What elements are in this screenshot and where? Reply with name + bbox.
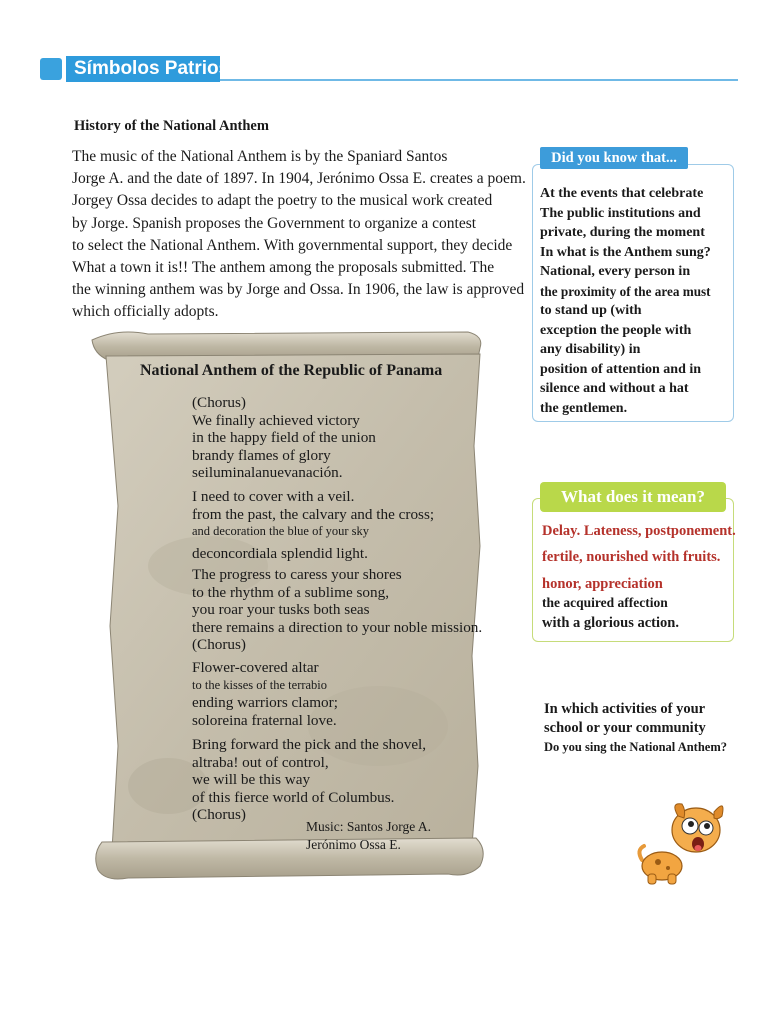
section-title: History of the National Anthem [74,118,269,134]
definition-line: with a glorious action. [542,615,679,631]
intro-paragraph [72,146,592,324]
header-rule [220,79,738,81]
anthem-line: (Chorus) [192,806,246,823]
intro-line: The music of the National Anthem is by the Spaniard Santos [72,148,448,165]
anthem-stanza-5 [192,736,426,824]
anthem-line: in the happy field of the union [192,429,376,446]
anthem-line: We finally achieved victory [192,411,360,429]
anthem-line: (Chorus) [192,394,246,411]
did-you-know-label: Did you know that... [540,147,688,169]
anthem-credits [306,818,431,854]
definition-line: Delay. Lateness, postponement. [542,523,736,539]
intro-line: which officially adopts. [72,303,219,321]
anthem-stanza-2 [192,488,434,562]
anthem-line: The progress to caress your shores [192,566,402,583]
did-you-know-line: the gentlemen. [540,400,628,416]
what-it-means-label: What does it mean? [540,482,726,512]
did-you-know-line: the proximity of the area must [540,283,711,299]
anthem-line: altraba! out of control, [192,753,329,771]
anthem-line: brandy flames of glory [192,446,331,464]
anthem-line: there remains a direction to your noble mission. [192,618,483,636]
credit-music: Music: Santos Jorge A. [306,819,432,834]
intro-line: Jorge A. and the date of 1897. In 1904, Jerónimo Ossa E. creates a poem. [72,170,526,188]
anthem-line: seiluminalanuevanación. [192,464,343,481]
question-line: Do you sing the National Anthem? [544,740,728,754]
puppy-illustration [634,790,734,890]
anthem-line: of this fierce world of Columbus. [192,788,395,806]
page-title: Símbolos Patrios [74,58,230,79]
credit-lyrics: Jerónimo Ossa E. [306,837,401,852]
question-line: In which activities of your [544,701,706,717]
anthem-stanza-3 [192,566,482,654]
did-you-know-text [540,184,740,418]
anthem-line: I need to cover with a veil. [192,488,355,505]
intro-line: by Jorge. Spanish proposes the Government to organize a contest [72,214,477,232]
anthem-line: Bring forward the pick and the shovel, [192,736,427,753]
anthem-stanza-4 [192,659,338,729]
anthem-line: deconcordiala splendid light. [192,544,368,562]
definition-line: honor, appreciation [542,576,663,592]
anthem-line: (Chorus) [192,636,246,653]
activity-question [544,700,727,757]
did-you-know-line: At the events that celebrate [540,186,704,201]
anthem-line: you roar your tusks both seas [192,601,370,618]
did-you-know-line: any disability) in [540,342,641,357]
intro-line: What a town it is!! The anthem among the proposals submitted. The [72,259,495,277]
question-line: school or your community [544,720,706,736]
did-you-know-line: position of attention and in [540,361,702,377]
did-you-know-line: National, every person in [540,264,691,279]
did-you-know-line: private, during the moment [540,225,705,240]
anthem-title: National Anthem of the Republic of Panama [140,362,443,379]
anthem-line: we will be this way [192,771,311,788]
definition-line: the acquired affection [542,595,668,610]
did-you-know-line: exception the people with [540,322,692,338]
definition-line: fertile, nourished with fruits. [542,549,721,565]
anthem-line: ending warriors clamor; [192,694,338,711]
anthem-line: to the rhythm of a sublime song, [192,583,389,601]
anthem-line: to the kisses of the terrabio [192,677,328,692]
anthem-line: Flower-covered altar [192,659,319,676]
anthem-stanza-1 [192,394,376,482]
did-you-know-line: to stand up (with [540,303,642,318]
anthem-line: and decoration the blue of your sky [192,524,370,538]
intro-line: to select the National Anthem. With governmental support, they decide [72,236,513,254]
did-you-know-line: In what is the Anthem sung? [540,244,711,260]
anthem-line: soloreina fraternal love. [192,711,337,729]
did-you-know-line: silence and without a hat [540,381,689,396]
intro-line: Jorgey Ossa decides to adapt the poetry to the musical work created [72,192,493,210]
did-you-know-line: The public institutions and [540,205,701,221]
anthem-line: from the past, the calvary and the cross; [192,505,435,523]
header-square-decoration [40,58,62,80]
intro-line: the winning anthem was by Jorge and Ossa. In 1906, the law is approved [72,281,525,299]
